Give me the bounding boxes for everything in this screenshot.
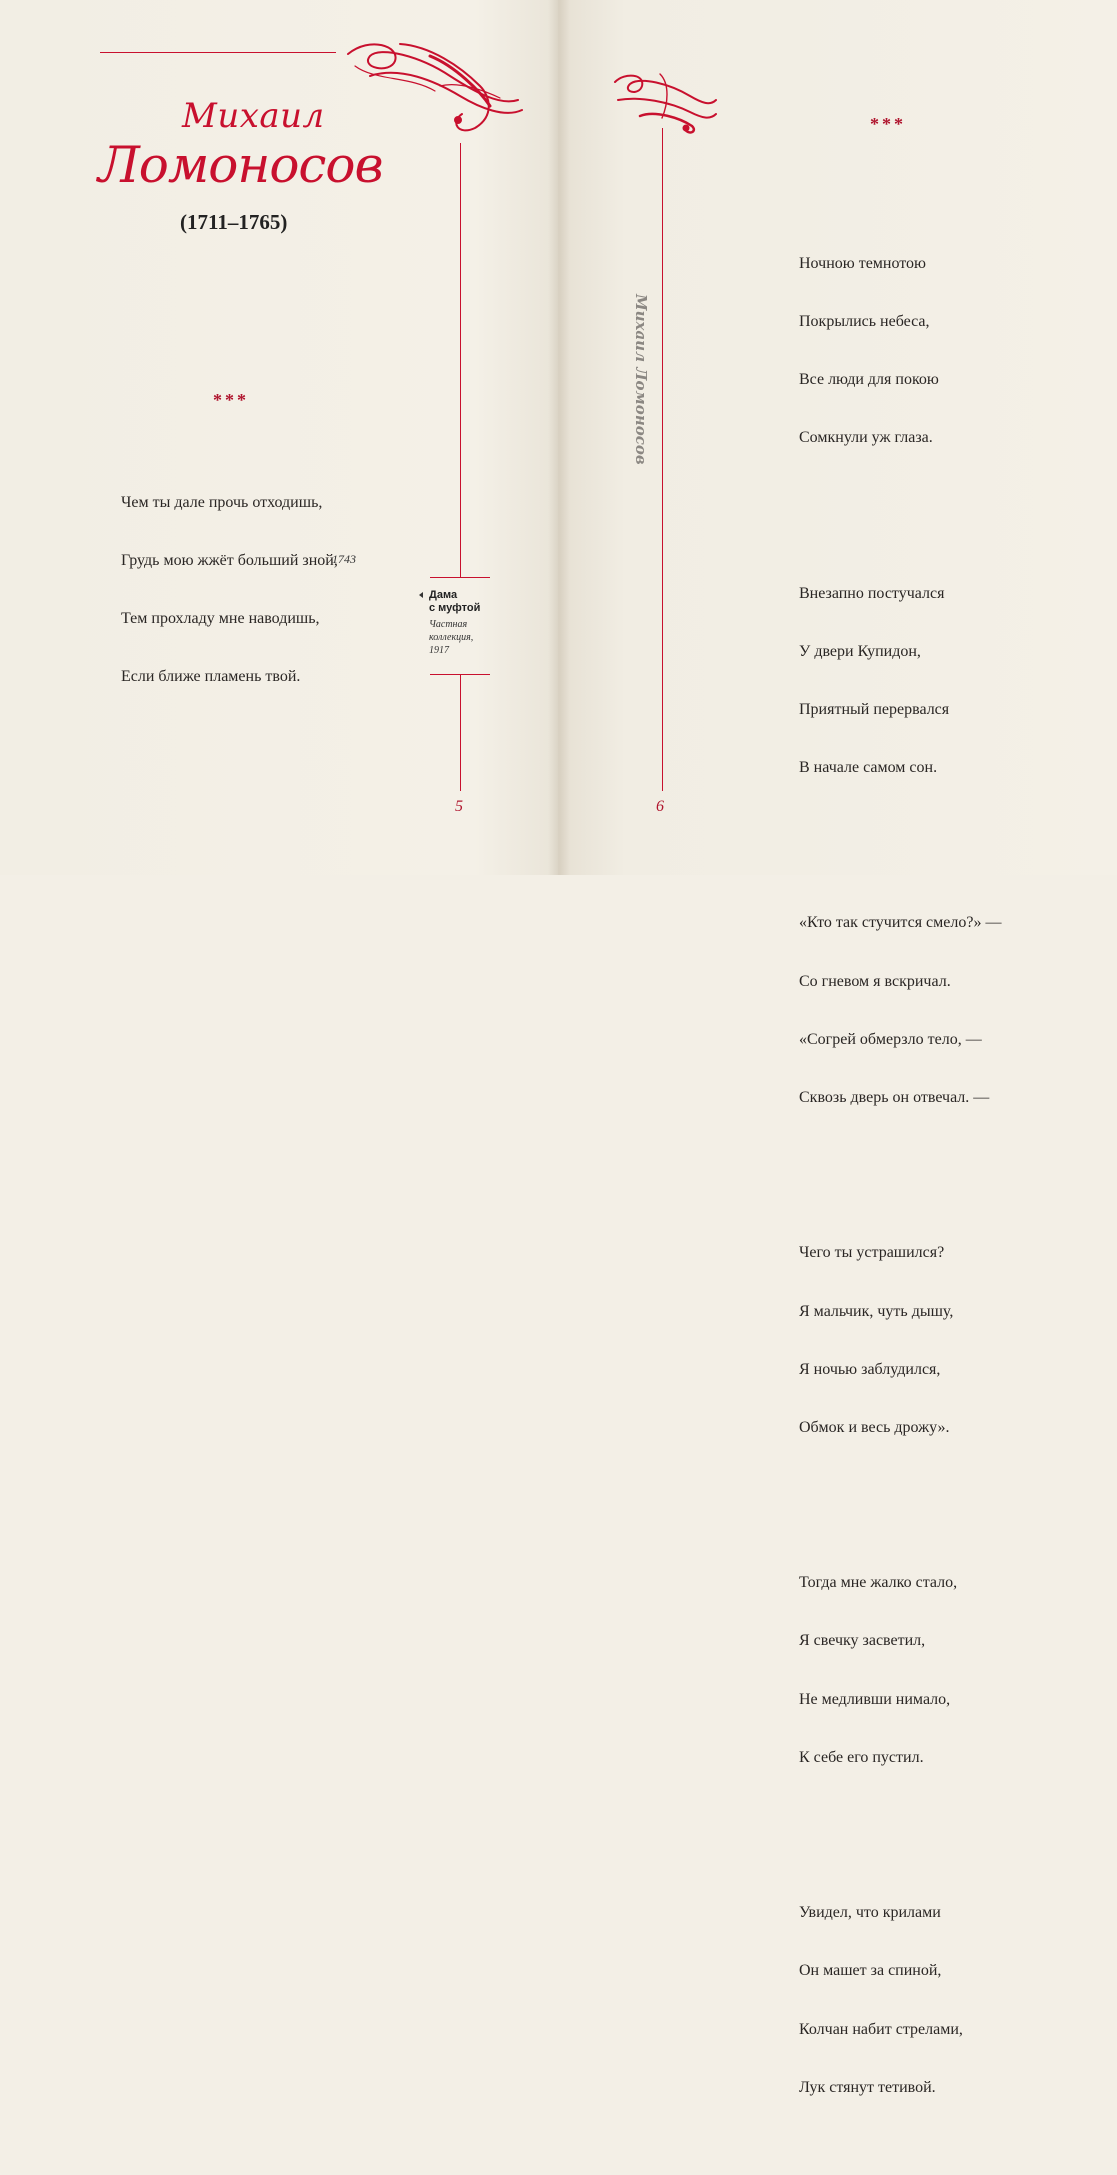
- poem-line: Внезапно постучался: [799, 584, 945, 602]
- poem-stanza: [799, 1204, 1001, 1476]
- running-head-text: Михаил Ломоносов: [632, 294, 650, 465]
- book-gutter: [548, 0, 570, 875]
- poem-line: Сквозь дверь он отвечал. —: [799, 1089, 990, 1107]
- poem-line: Он машет за спиной,: [799, 1962, 942, 1980]
- vertical-rule-lower: [460, 674, 461, 791]
- poem-line: В начале самом сон.: [799, 759, 938, 777]
- poem-line: «Кто так стучится смело?» —: [799, 914, 1002, 932]
- poem-line: Я свечку засветил,: [799, 1632, 926, 1650]
- poem-left: [121, 454, 338, 726]
- page-number-right: 6: [656, 798, 664, 815]
- running-head: [632, 294, 652, 465]
- section-stars: ***: [213, 390, 249, 410]
- page-number-left: 5: [455, 798, 463, 815]
- illustration-caption: [419, 589, 499, 657]
- poem-line: К себе его пустил.: [799, 1748, 924, 1766]
- poem-line: Чем ты дале прочь отходишь,: [121, 493, 323, 511]
- poem-line: Я мальчик, чуть дышу,: [799, 1302, 954, 1320]
- poem-line: Если ближе пламень твой.: [121, 668, 301, 686]
- poem-line: Все люди для покою: [799, 371, 939, 389]
- poem-date: 1743: [332, 552, 356, 566]
- flourish-ornament-icon: [340, 36, 530, 136]
- caption-title-line: Дама: [429, 589, 458, 601]
- poem-stanza: [799, 1864, 1001, 2136]
- poem-line: Сомкнули уж глаза.: [799, 429, 933, 447]
- poem-stanza: [799, 875, 1001, 1147]
- poem-line: Увидел, что крилами: [799, 1904, 941, 1922]
- poem-line: Колчан набит стрелами,: [799, 2020, 963, 2038]
- top-rule: [100, 52, 336, 53]
- poem-stanza: [799, 545, 1001, 817]
- poem-stanza: [799, 215, 1001, 487]
- author-last-name: Ломоносов: [98, 136, 383, 194]
- poem-line: Грудь мою жжёт больший зной,: [121, 552, 338, 570]
- caption-arrow-icon: [419, 592, 423, 598]
- poem-line: Ночною темнотою: [799, 254, 927, 272]
- poem-line: У двери Купидон,: [799, 642, 921, 660]
- vertical-rule-right: [662, 128, 663, 791]
- author-first-name: Михаил: [182, 96, 325, 136]
- caption-source-line: коллекция,: [429, 632, 474, 643]
- caption-source-line: Частная: [429, 619, 468, 630]
- poem-line: Со гневом я вскричал.: [799, 972, 951, 990]
- poem-line: Не медливши нимало,: [799, 1690, 951, 1708]
- author-years: (1711–1765): [180, 210, 288, 234]
- poem-line: Тогда мне жалко стало,: [799, 1574, 958, 1592]
- flourish-ornament-icon: [610, 70, 720, 136]
- caption-source-line: 1917: [429, 645, 449, 656]
- poem-line: Приятный перервался: [799, 700, 950, 718]
- poem-line: Лук стянут тетивой.: [799, 2078, 936, 2096]
- caption-title-line: с муфтой: [429, 602, 481, 614]
- caption-rule-top: [430, 577, 490, 578]
- poem-line: Тем прохладу мне наводишь,: [121, 610, 320, 628]
- section-stars: ***: [870, 114, 906, 134]
- poem-stanza: [799, 1534, 1001, 1806]
- poem-line: Покрылись небеса,: [799, 312, 930, 330]
- poem-line: «Согрей обмерзло тело, —: [799, 1030, 982, 1048]
- vertical-rule-upper: [460, 143, 461, 577]
- poem-line: Чего ты устрашился?: [799, 1244, 945, 1262]
- poem-right: [799, 176, 1001, 2175]
- poem-line: Я ночью заблудился,: [799, 1360, 941, 1378]
- poem-line: Обмок и весь дрожу».: [799, 1418, 950, 1436]
